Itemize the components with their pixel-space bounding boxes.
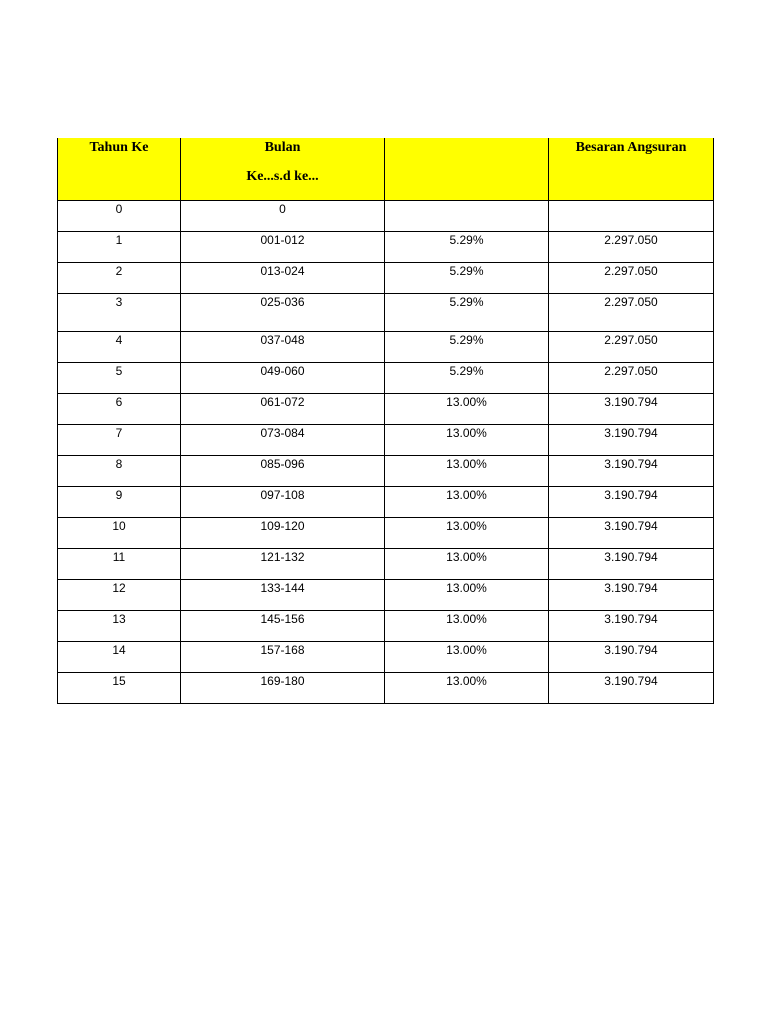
cell-tahun: 9 [58,487,181,518]
cell-bulan: 073-084 [181,425,385,456]
cell-tahun: 12 [58,580,181,611]
cell-angsuran: 2.297.050 [549,294,714,332]
cell-rate [385,201,549,232]
cell-bulan: 0 [181,201,385,232]
table-row [58,425,714,456]
table-row [58,642,714,673]
cell-bulan: 109-120 [181,518,385,549]
cell-tahun: 15 [58,673,181,704]
cell-rate: 13.00% [385,673,549,704]
cell-bulan: 097-108 [181,487,385,518]
cell-rate: 5.29% [385,363,549,394]
table-body [58,201,714,704]
table-row [58,263,714,294]
cell-rate: 5.29% [385,263,549,294]
header-bulan-line1: Bulan [264,140,301,155]
cell-angsuran: 3.190.794 [549,673,714,704]
cell-angsuran: 2.297.050 [549,232,714,263]
cell-angsuran: 2.297.050 [549,263,714,294]
header-besaran-angsuran: Besaran Angsuran [549,138,714,201]
cell-bulan: 025-036 [181,294,385,332]
cell-tahun: 5 [58,363,181,394]
cell-angsuran: 3.190.794 [549,394,714,425]
cell-tahun: 6 [58,394,181,425]
cell-bulan: 037-048 [181,332,385,363]
table-row [58,294,714,332]
table-row [58,611,714,642]
cell-angsuran [549,201,714,232]
cell-angsuran: 3.190.794 [549,518,714,549]
cell-tahun: 7 [58,425,181,456]
cell-angsuran: 2.297.050 [549,332,714,363]
table-row [58,201,714,232]
table-row [58,456,714,487]
table-row [58,487,714,518]
cell-bulan: 157-168 [181,642,385,673]
cell-tahun: 0 [58,201,181,232]
cell-tahun: 1 [58,232,181,263]
cell-tahun: 13 [58,611,181,642]
cell-angsuran: 3.190.794 [549,456,714,487]
header-tahun-ke: Tahun Ke [58,138,181,201]
cell-bulan: 061-072 [181,394,385,425]
table-row [58,549,714,580]
cell-rate: 13.00% [385,456,549,487]
cell-rate: 13.00% [385,425,549,456]
cell-rate: 5.29% [385,232,549,263]
cell-rate: 5.29% [385,294,549,332]
header-bulan [181,138,385,201]
cell-rate: 13.00% [385,580,549,611]
cell-rate: 13.00% [385,611,549,642]
cell-rate: 13.00% [385,394,549,425]
cell-tahun: 3 [58,294,181,332]
cell-angsuran: 3.190.794 [549,487,714,518]
cell-bulan: 013-024 [181,263,385,294]
cell-rate: 5.29% [385,332,549,363]
cell-bulan: 121-132 [181,549,385,580]
cell-bulan: 049-060 [181,363,385,394]
cell-angsuran: 3.190.794 [549,425,714,456]
table-row [58,363,714,394]
table-row [58,518,714,549]
cell-angsuran: 2.297.050 [549,363,714,394]
cell-tahun: 2 [58,263,181,294]
header-bulan-line2: Ke...s.d ke... [246,169,319,184]
cell-bulan: 085-096 [181,456,385,487]
cell-rate: 13.00% [385,642,549,673]
cell-rate: 13.00% [385,549,549,580]
table-row [58,232,714,263]
table-row [58,673,714,704]
cell-rate: 13.00% [385,487,549,518]
cell-angsuran: 3.190.794 [549,549,714,580]
header-rate [385,138,549,201]
cell-angsuran: 3.190.794 [549,642,714,673]
cell-tahun: 8 [58,456,181,487]
table-row [58,394,714,425]
cell-tahun: 14 [58,642,181,673]
cell-angsuran: 3.190.794 [549,580,714,611]
cell-tahun: 4 [58,332,181,363]
installment-table [57,138,714,704]
table-row [58,580,714,611]
cell-angsuran: 3.190.794 [549,611,714,642]
cell-tahun: 10 [58,518,181,549]
cell-bulan: 133-144 [181,580,385,611]
cell-bulan: 169-180 [181,673,385,704]
cell-bulan: 001-012 [181,232,385,263]
table-header-row [58,138,714,201]
table-row [58,332,714,363]
cell-rate: 13.00% [385,518,549,549]
cell-bulan: 145-156 [181,611,385,642]
cell-tahun: 11 [58,549,181,580]
